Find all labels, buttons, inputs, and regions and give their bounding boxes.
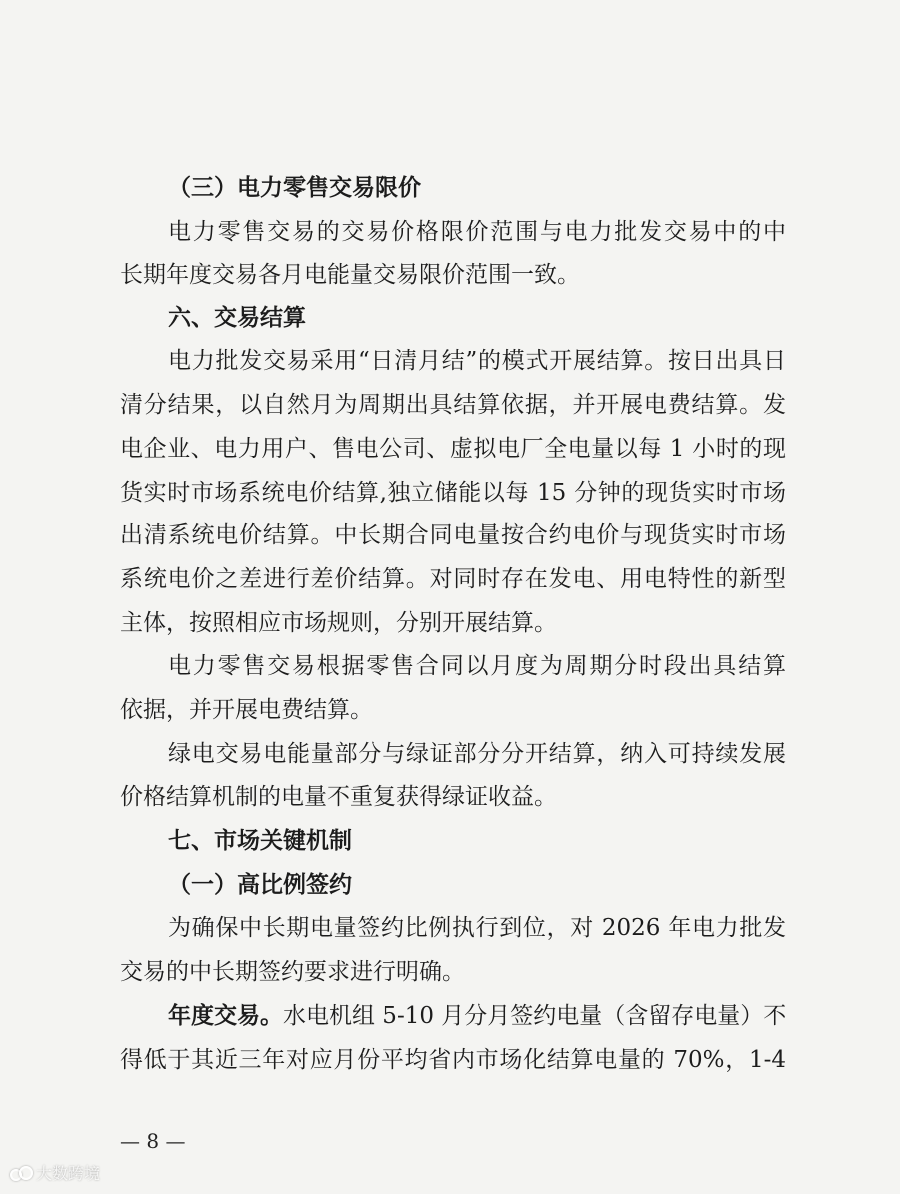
- watermark: [10, 1163, 100, 1185]
- bold-lead-in: 年度交易。: [168, 1002, 283, 1029]
- paragraph-line: 价格结算机制的电量不重复获得绿证收益。: [120, 784, 557, 810]
- watermark-logo-icon: [10, 1166, 32, 1182]
- paragraph-line: 长期年度交易各月电能量交易限价范围一致。: [120, 262, 580, 288]
- paragraph-line: 清分结果，以自然月为周期出具结算依据，并开展电费结算。发: [120, 392, 786, 418]
- paragraph-line: 得低于其近三年对应月份平均省内市场化结算电量的 70%，1-4: [120, 1047, 786, 1073]
- section-heading: （一）高比例签约: [168, 872, 352, 898]
- paragraph-line: [168, 1001, 786, 1031]
- section-heading: 六、交易结算: [168, 305, 306, 331]
- section-heading: 七、市场关键机制: [168, 828, 352, 854]
- paragraph-line: 电企业、电力用户、售电公司、虚拟电厂全电量以每 1 小时的现: [120, 436, 786, 462]
- paragraph-line: 电力批发交易采用“日清月结”的模式开展结算。按日出具日: [168, 348, 786, 374]
- paragraph-line: 主体，按照相应市场规则，分别开展结算。: [120, 610, 557, 636]
- paragraph-line: 系统电价之差进行差价结算。对同时存在发电、用电特性的新型: [120, 566, 786, 592]
- section-heading: （三）电力零售交易限价: [168, 175, 421, 201]
- paragraph-line: 电力零售交易的交易价格限价范围与电力批发交易中的中: [168, 219, 786, 245]
- paragraph-line: 货实时市场系统电价结算,独立储能以每 15 分钟的现货实时市场: [120, 480, 786, 506]
- paragraph-line: 绿电交易电能量部分与绿证部分分开结算，纳入可持续发展: [168, 741, 786, 767]
- paragraph-line: 依据，并开展电费结算。: [120, 697, 373, 723]
- page-number: — 8 —: [120, 1129, 186, 1153]
- paragraph-line: 为确保中长期电量签约比例执行到位，对 2026 年电力批发: [168, 915, 786, 941]
- watermark-text: 大数跨境: [36, 1164, 101, 1183]
- paragraph-line: 电力零售交易根据零售合同以月度为周期分时段出具结算: [168, 653, 786, 679]
- paragraph-line: 出清系统电价结算。中长期合同电量按合约电价与现货实时市场: [120, 522, 786, 548]
- paragraph-line: 交易的中长期签约要求进行明确。: [120, 959, 465, 985]
- line-text: 水电机组 5-10 月分月签约电量（含留存电量）不: [283, 1003, 787, 1029]
